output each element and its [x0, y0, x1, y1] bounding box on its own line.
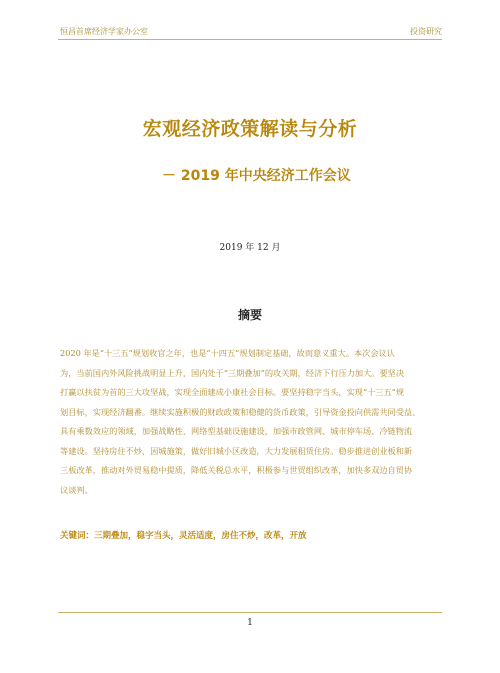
page-header: [58, 20, 442, 36]
abstract-line: 具有乘数效应的领域，加强战略性、网络型基础设施建设，加强市政管网、城市停车场、冷链物流: [60, 426, 413, 436]
document-subtitle: － 2019 年中央经济工作会议: [162, 168, 351, 184]
document-date: 2019 年 12 月: [219, 243, 281, 253]
abstract-line: 2020 年是“十三五”规划收官之年，也是“十四五”规划制定基础，故而意义重大。本次会议认: [60, 348, 395, 358]
abstract-line: 等建设。坚持房住不炒，因城施策，做好旧城小区改造，大力发展租赁住房。稳步推进创业板和新: [60, 445, 413, 456]
keywords: 关键词：三期叠加，稳字当头，灵活适度，房住不炒，改革，开放: [60, 531, 307, 541]
abstract-body: [60, 344, 440, 500]
abstract-line: 议谈判。: [60, 484, 93, 495]
footer-divider: [58, 612, 442, 613]
header-organization: 恒昌首席经济学家办公室: [60, 27, 148, 36]
abstract-heading: 摘要: [237, 308, 262, 322]
abstract-line: 为，当前国内外风险挑战明显上升，国内处于“三期叠加”的攻关期，经济下行压力加大。要坚决: [60, 367, 405, 378]
abstract-line: 三板改革，推动对外贸易稳中提质，降低关税总水平，积极参与世贸组织改革，加快多双边自贸协: [60, 465, 413, 475]
abstract-line: 打赢以扶贫为首的三大攻坚战，实现全面建成小康社会目标。要坚持稳字当头，实现“十三五”规: [60, 387, 405, 397]
page-number: 1: [247, 618, 253, 628]
header-category: 投资研究: [410, 27, 442, 36]
header-divider: [58, 39, 442, 40]
abstract-line: 划目标，实现经济翻番。继续实施积极的财政政策和稳健的货币政策，引导资金投向供需共同受益、: [60, 406, 421, 417]
document-title: 宏观经济政策解读与分析: [142, 118, 358, 140]
